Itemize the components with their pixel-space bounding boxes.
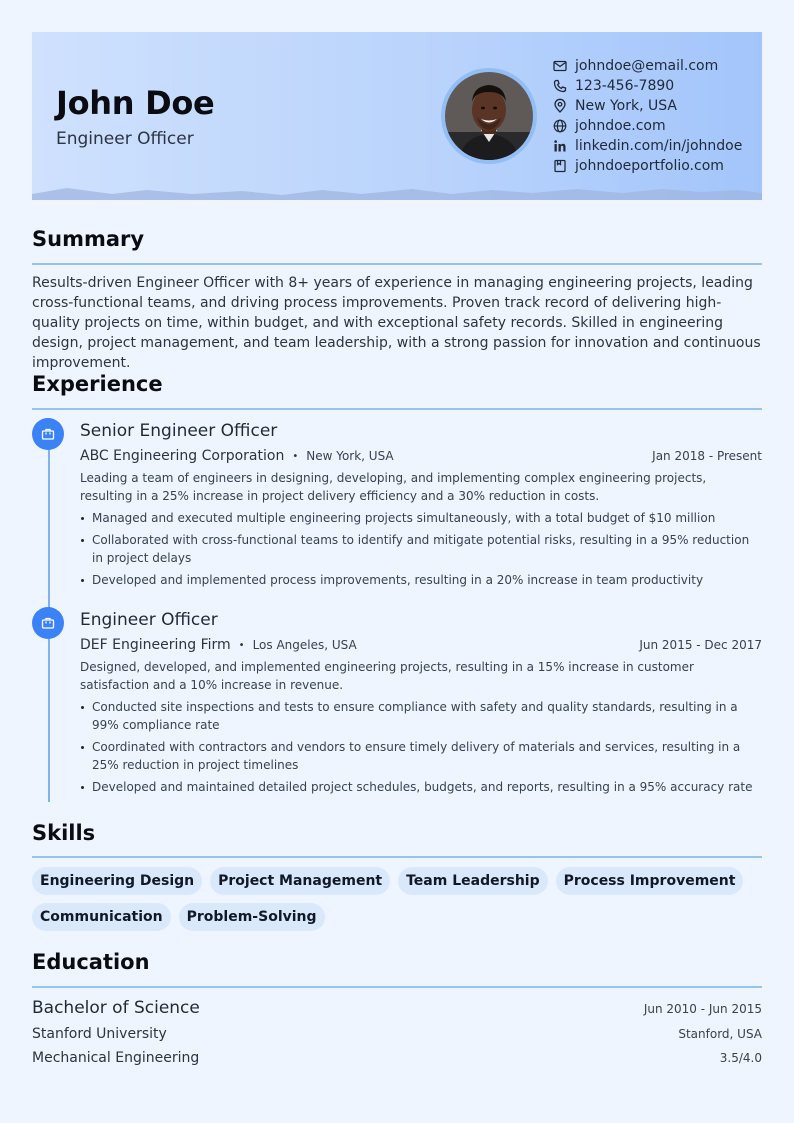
job-meta xyxy=(80,445,762,467)
job-dates: Jan 2018 - Present xyxy=(652,449,762,463)
education-degree-row xyxy=(32,998,762,1018)
contact-linkedin[interactable] xyxy=(552,136,742,156)
job-company: ABC Engineering Corporation xyxy=(80,448,285,464)
job-description: Leading a team of engineers in designing, developing, and implementing complex engineering projects, resulting in a 25% increase in project delivery efficiency and a 30% reduction in costs. xyxy=(80,471,707,503)
contact-phone-text: 123-456-7890 xyxy=(575,78,675,94)
job-2-badge xyxy=(32,607,64,639)
separator-dot: • xyxy=(292,450,299,462)
candidate-title: Engineer Officer xyxy=(56,129,194,149)
job-title: Engineer Officer xyxy=(80,610,218,630)
separator-dot: • xyxy=(238,639,245,651)
skill-chip: Team Leadership xyxy=(398,867,548,895)
experience-divider xyxy=(32,408,762,410)
location-pin-icon xyxy=(552,98,568,114)
candidate-name: John Doe xyxy=(56,84,215,122)
job-achievements xyxy=(80,698,762,796)
mail-icon xyxy=(552,58,568,74)
education-degree: Bachelor of Science xyxy=(32,998,200,1018)
linkedin-icon xyxy=(552,138,568,154)
portfolio-icon xyxy=(552,158,568,174)
summary-text: Results-driven Engineer Officer with 8+ years of experience in managing engineering projects, leading cross-functional teams, and driving process improvements. Proven track record of delivering high-quality projects on time, within budget, and with exceptional safety records. Skilled in engineering design, project management, and team leadership, with a strong passion for innovation and continuous improvement. xyxy=(32,275,761,371)
achievement-item: Coordinated with contractors and vendors to ensure timely delivery of materials and services, resulting in a 25% reduction in project timelines xyxy=(80,738,762,774)
job-location: New York, USA xyxy=(306,449,394,463)
skills-divider xyxy=(32,856,762,858)
education-location: Stanford, USA xyxy=(678,1027,762,1041)
contact-list xyxy=(552,56,742,176)
education-field-row xyxy=(32,1050,762,1066)
education-school-row xyxy=(32,1026,762,1042)
education-gpa: 3.5/4.0 xyxy=(719,1051,762,1065)
achievement-item: Conducted site inspections and tests to ensure compliance with safety and quality standards, resulting in a 99% compliance rate xyxy=(80,698,762,734)
contact-email-text: johndoe@email.com xyxy=(575,58,719,74)
job-meta xyxy=(80,634,762,656)
contact-email[interactable] xyxy=(552,56,742,76)
contact-location-text: New York, USA xyxy=(575,98,677,114)
contact-linkedin-text: linkedin.com/in/johndoe xyxy=(575,138,743,154)
summary-divider xyxy=(32,263,762,265)
skill-chip: Engineering Design xyxy=(32,867,202,895)
job-location: Los Angeles, USA xyxy=(252,638,357,652)
experience-heading: Experience xyxy=(32,372,163,396)
job-title: Senior Engineer Officer xyxy=(80,421,278,441)
contact-portfolio[interactable] xyxy=(552,156,742,176)
contact-location xyxy=(552,96,742,116)
education-field: Mechanical Engineering xyxy=(32,1050,200,1066)
achievement-item: Managed and executed multiple engineering projects simultaneously, with a total budget of $10 million xyxy=(80,509,762,527)
job-company: DEF Engineering Firm xyxy=(80,637,231,653)
contact-phone[interactable] xyxy=(552,76,742,96)
summary-heading: Summary xyxy=(32,227,145,251)
job-dates: Jun 2015 - Dec 2017 xyxy=(639,638,762,652)
achievement-item: Collaborated with cross-functional teams to identify and mitigate potential risks, resulting in a 95% reduction in project delays xyxy=(80,531,762,567)
profile-photo-frame xyxy=(441,68,537,164)
contact-portfolio-text: johndoeportfolio.com xyxy=(575,158,724,174)
skills-list xyxy=(32,867,762,931)
header-wave-decoration xyxy=(32,184,762,200)
phone-icon xyxy=(552,78,568,94)
globe-icon xyxy=(552,118,568,134)
education-heading: Education xyxy=(32,950,150,974)
education-divider xyxy=(32,986,762,988)
job-1-badge xyxy=(32,418,64,450)
skill-chip: Project Management xyxy=(210,867,390,895)
job-entry-2 xyxy=(80,607,762,800)
contact-website[interactable] xyxy=(552,116,742,136)
skill-chip: Problem-Solving xyxy=(179,903,325,931)
profile-photo xyxy=(445,72,533,160)
achievement-item: Developed and maintained detailed project schedules, budgets, and reports, resulting in a 95% accuracy rate xyxy=(80,778,762,796)
job-achievements xyxy=(80,509,762,589)
education-school: Stanford University xyxy=(32,1026,167,1042)
education-dates: Jun 2010 - Jun 2015 xyxy=(643,1002,762,1016)
skill-chip: Communication xyxy=(32,903,171,931)
skills-heading: Skills xyxy=(32,821,96,845)
contact-website-text: johndoe.com xyxy=(575,118,666,134)
skill-chip: Process Improvement xyxy=(556,867,744,895)
job-description: Designed, developed, and implemented engineering projects, resulting in a 15% increase in customer satisfaction and a 10% increase in revenue. xyxy=(80,660,694,692)
briefcase-icon xyxy=(41,616,55,630)
briefcase-icon xyxy=(41,427,55,441)
resume-header xyxy=(32,32,762,200)
achievement-item: Developed and implemented process improvements, resulting in a 20% increase in team productivity xyxy=(80,571,762,589)
job-entry-1 xyxy=(80,418,762,593)
